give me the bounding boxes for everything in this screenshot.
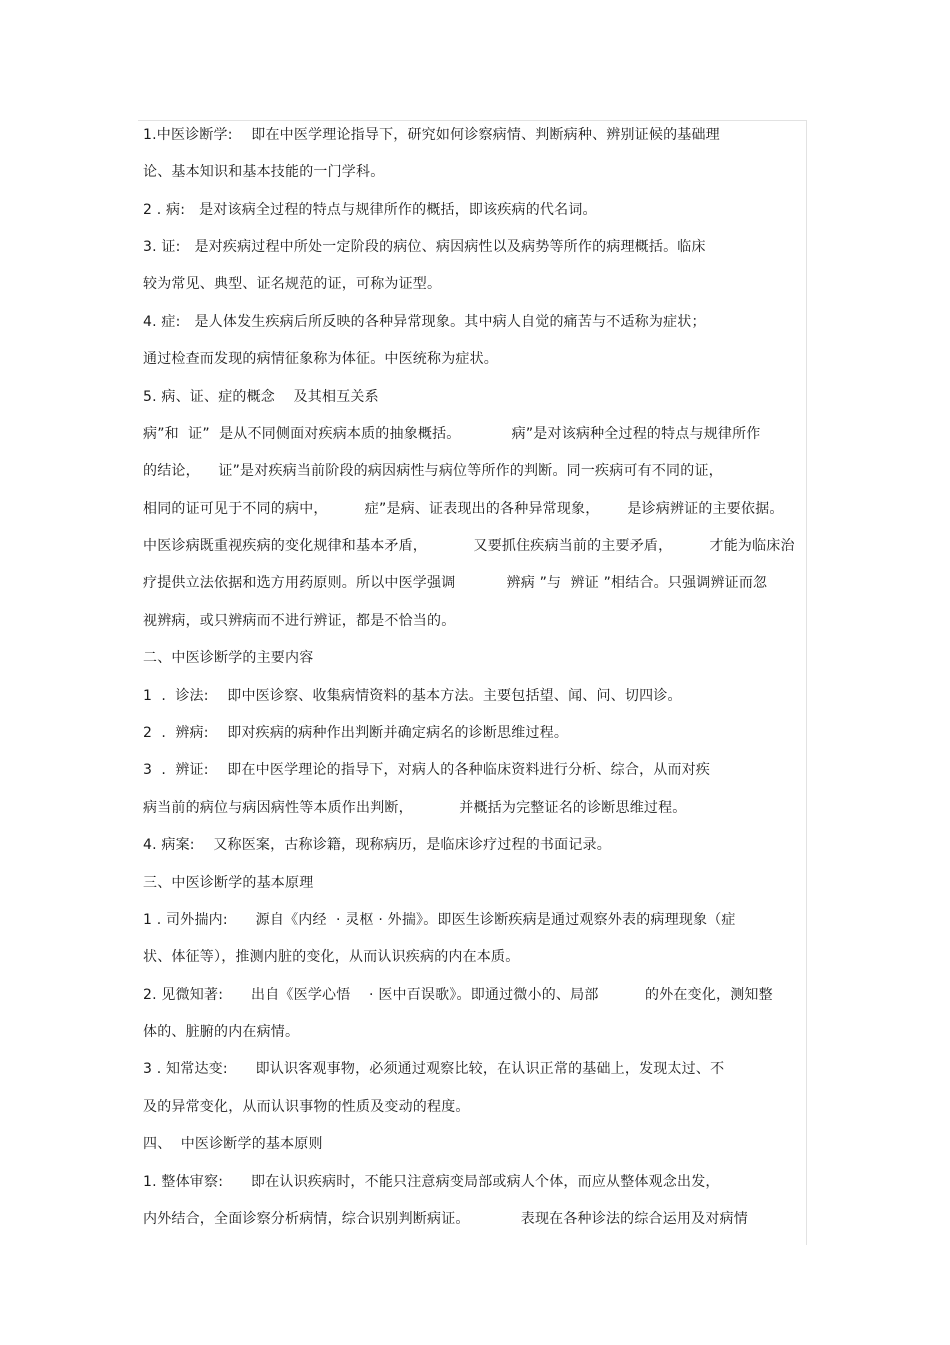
text-line: 通过检查而发现的病情征象称为体征。中医统称为症状。: [143, 351, 498, 367]
text-line: 中医诊病既重视疾病的变化规律和基本矛盾， 又要抓住疾病当前的主要矛盾， 才能为临床治: [143, 538, 795, 554]
text-line: 3 . 知常达变: 即认识客观事物，必须通过观察比较，在认识正常的基础上，发现太过、不: [143, 1061, 725, 1077]
text-line: 视辨病，或只辨病而不进行辨证，都是不恰当的。: [143, 613, 456, 629]
section-heading: 三、中医诊断学的基本原理: [143, 875, 314, 891]
text-line: 较为常见、典型、证名规范的证，可称为证型。: [143, 276, 442, 292]
text-line: 2 . 辨病: 即对疾病的病种作出判断并确定病名的诊断思维过程。: [143, 725, 569, 741]
section-heading: 四、 中医诊断学的基本原则: [143, 1136, 323, 1152]
text-line: 4. 病案: 又称医案，古称诊籍，现称病历，是临床诊疗过程的书面记录。: [143, 837, 611, 853]
section-heading: 二、中医诊断学的主要内容: [143, 650, 314, 666]
text-line: 2 . 病: 是对该病全过程的特点与规律所作的概括，即该疾病的代名词。: [143, 202, 597, 218]
text-line: 1 . 诊法: 即中医诊察、收集病情资料的基本方法。主要包括望、闻、问、切四诊。: [143, 688, 682, 704]
text-line: 病”和 证” 是从不同侧面对疾病本质的抽象概括。 病”是对该病种全过程的特点与规律所作: [143, 426, 761, 442]
text-line: 内外结合，全面诊察分析病情，综合识别判断病证。 表现在各种诊法的综合运用及对病情: [143, 1211, 748, 1227]
text-line: 体的、脏腑的内在病情。: [143, 1024, 300, 1040]
text-line: 的结论， 证”是对疾病当前阶段的病因病性与病位等所作的判断。同一疾病可有不同的证，: [143, 463, 723, 479]
text-line: 相同的证可见于不同的病中， 症”是病、证表现出的各种异常现象， 是诊病辨证的主要依据。: [143, 501, 784, 517]
text-line: 状、体征等），推测内脏的变化，从而认识疾病的内在本质。: [143, 949, 520, 965]
text-line: 疗提供立法依据和选方用药原则。所以中医学强调 辨病 ”与 辨证 ”相结合。只强调辨证而忽: [143, 575, 768, 591]
text-line: 3 . 辨证: 即在中医学理论的指导下，对病人的各种临床资料进行分析、综合，从而对疾: [143, 762, 711, 778]
text-line: 4. 症: 是人体发生疾病后所反映的各种异常现象。其中病人自觉的痛苦与不适称为症状；: [143, 314, 706, 330]
text-line: 1. 整体审察: 即在认识疾病时，不能只注意病变局部或病人个体，而应从整体观念出发，: [143, 1174, 720, 1190]
text-line: 3. 证: 是对疾病过程中所处一定阶段的病位、病因病性以及病势等所作的病理概括。临床: [143, 239, 706, 255]
text-line: 1 . 司外揣内: 源自《内经 · 灵枢 · 外揣》。即医生诊断疾病是通过观察外表的病理现象（症: [143, 912, 736, 928]
text-line: 病当前的病位与病因病性等本质作出判断， 并概括为完整证名的诊断思维过程。: [143, 800, 687, 816]
text-line: 2. 见微知著: 出自《医学心悟 · 医中百误歌》。即通过微小的、局部 的外在变化，测知整: [143, 987, 773, 1003]
text-line: 及的异常变化，从而认识事物的性质及变动的程度。: [143, 1099, 470, 1115]
text-line: 1.中医诊断学: 即在中医学理论指导下，研究如何诊察病情、判断病种、辨别证候的基础理: [143, 127, 720, 143]
text-line: 论、基本知识和基本技能的一门学科。: [143, 164, 385, 180]
section-heading: 5. 病、证、症的概念 及其相互关系: [143, 389, 379, 405]
